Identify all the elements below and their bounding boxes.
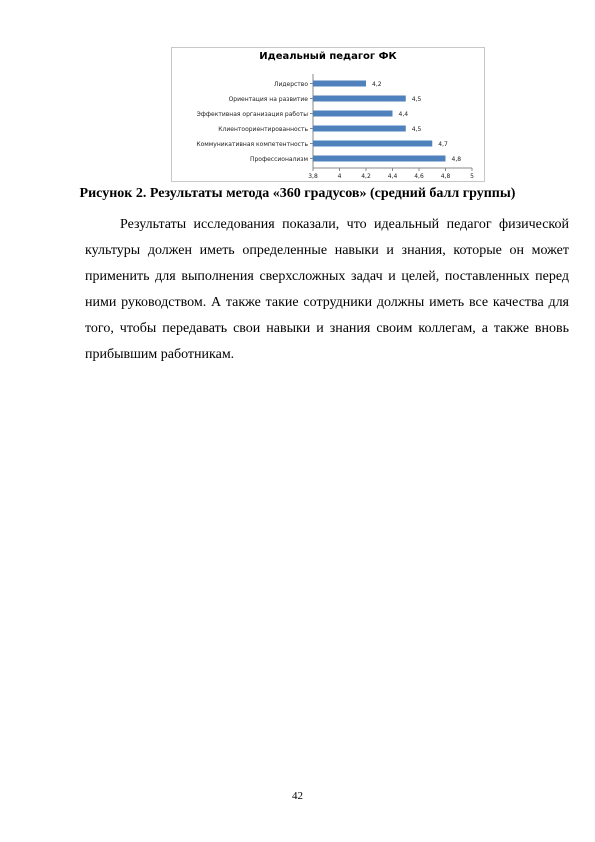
category-label: Клиентоориентированность — [218, 126, 308, 133]
category-label: Профессионализм — [249, 156, 308, 163]
data-label: 4,5 — [411, 96, 422, 103]
category-label: Коммуникативная компетентность — [196, 141, 308, 148]
chart-title: Идеальный педагог ФК — [259, 51, 397, 62]
data-label: 4,2 — [372, 81, 382, 88]
page-number: 42 — [292, 790, 303, 802]
category-label: Эффективная организация работы — [196, 111, 308, 118]
bar — [313, 156, 446, 162]
bar — [313, 111, 393, 117]
x-tick-label: 4,6 — [414, 173, 424, 180]
x-tick-label: 4,4 — [387, 173, 398, 180]
body-paragraph: Результаты исследования показали, что идеальный педагог физической культуры должен иметь определенные навыки и знания, которые он может применить для выполнения сверхсложных задач и целей, поставленных перед ними руководством. А также такие сотрудники должны иметь все качества для того, чтобы передавать свои навыки и знания своим коллегам, а также вновь прибывшим работникам. — [85, 217, 569, 362]
bar — [313, 81, 366, 87]
data-label: 4,7 — [438, 141, 448, 148]
data-label: 4,8 — [451, 156, 462, 163]
bar-chart — [172, 48, 484, 181]
bar — [313, 96, 406, 102]
data-label: 4,4 — [398, 111, 409, 118]
category-label: Ориентация на развитие — [228, 96, 308, 103]
bar — [313, 126, 406, 132]
data-label: 4,5 — [411, 126, 422, 133]
x-tick-label: 3,8 — [308, 173, 318, 180]
x-tick-label: 4,8 — [440, 173, 451, 180]
x-tick-label: 4 — [337, 173, 342, 180]
chart-container — [171, 47, 485, 182]
x-tick-label: 5 — [470, 173, 474, 180]
category-label: Лидерство — [273, 81, 308, 88]
bar — [313, 141, 432, 147]
x-tick-label: 4,2 — [361, 173, 371, 180]
figure-caption: Рисунок 2. Результаты метода «360 градусов» (средний балл группы) — [79, 186, 516, 201]
